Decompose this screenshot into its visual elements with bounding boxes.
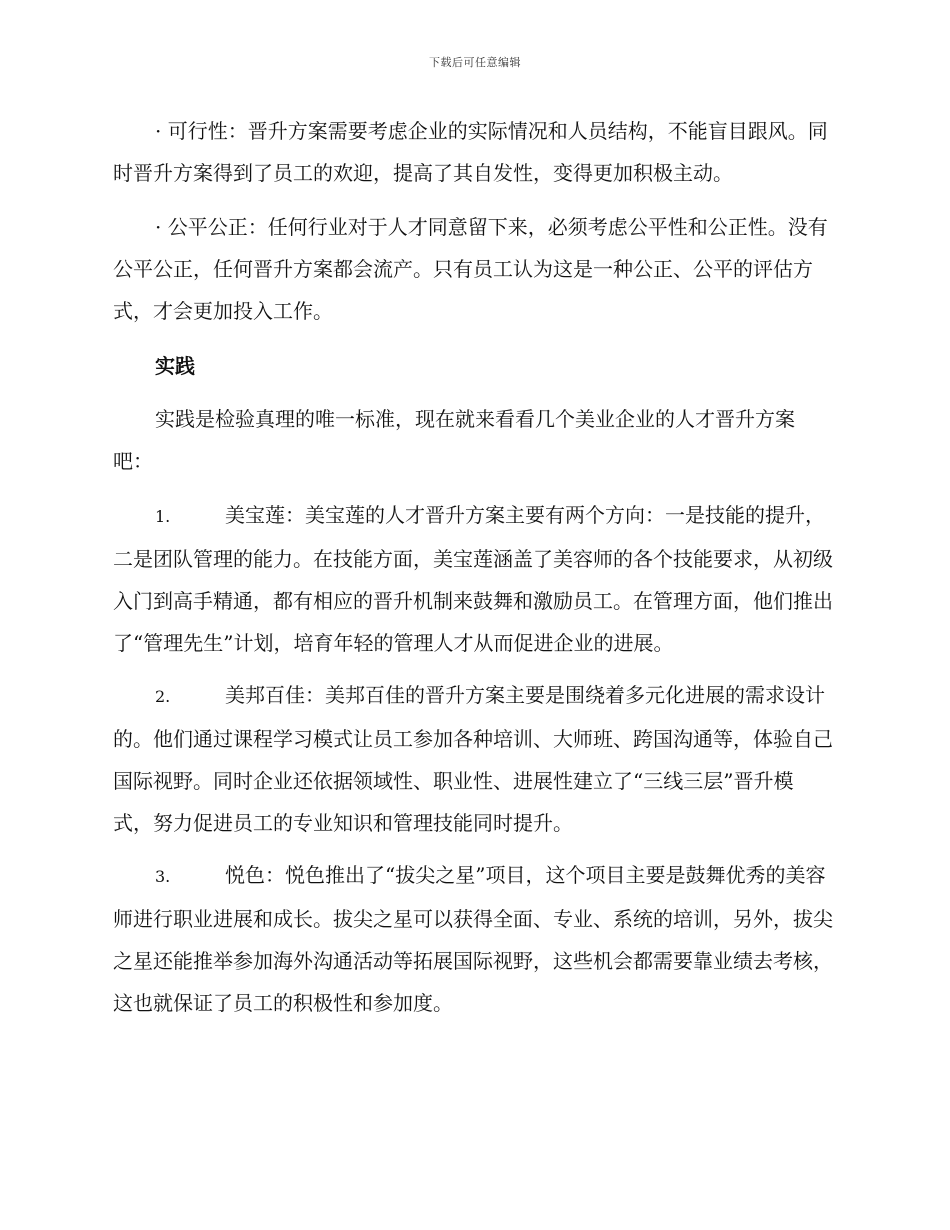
paragraph-feasibility: · 可行性：晋升方案需要考虑企业的实际情况和人员结构，不能盲目跟风。同时晋升方案得到了员工的欢迎，提高了其自发性，变得更加积极主动。 <box>113 119 828 185</box>
section-intro: 实践是检验真理的唯一标准，现在就来看看几个美业企业的人才晋升方案吧： <box>113 407 795 473</box>
list-item-number: 1. <box>155 507 171 526</box>
list-item <box>113 674 833 844</box>
list-item <box>113 854 833 1024</box>
page-header: 下载后可任意编辑 <box>429 56 521 69</box>
paragraph-fairness: · 公平公正：任何行业对于人才同意留下来，必须考虑公平性和公正性。没有公平公正，任何晋升方案都会流产。只有员工认为这是一种公正、公平的评估方式，才会更加投入工作。 <box>113 215 828 323</box>
section-title: 实践 <box>155 354 195 378</box>
document-body <box>113 110 833 1034</box>
list-item-text: 美宝莲：美宝莲的人才晋升方案主要有两个方向：一是技能的提升，二是团队管理的能力。在技能方面，美宝莲涵盖了美容师的各个技能要求，从初级入门到高手精通，都有相应的晋升机制来鼓舞和激励员工。在管理方面，他们推出了“管理先生”计划，培育年轻的管理人才从而促进企业的进展。 <box>113 503 833 655</box>
list-item-text: 悦色：悦色推出了“拔尖之星”项目，这个项目主要是鼓舞优秀的美容师进行职业进展和成长。拔尖之星可以获得全面、专业、系统的培训，另外，拔尖之星还能推举参加海外沟通活动等拓展国际视野，这些机会都需要靠业绩去考核，这也就保证了员工的积极性和参加度。 <box>113 863 833 1015</box>
list-item-text: 美邦百佳：美邦百佳的晋升方案主要是围绕着多元化进展的需求设计的。他们通过课程学习模式让员工参加各种培训、大师班、跨国沟通等，体验自己国际视野。同时企业还依据领域性、职业性、进展性建立了“三线三层”晋升模式，努力促进员工的专业知识和管理技能同时提升。 <box>113 683 833 835</box>
list-item-number: 2. <box>155 687 171 706</box>
list-item-number: 3. <box>155 867 171 886</box>
list-item <box>113 494 833 664</box>
